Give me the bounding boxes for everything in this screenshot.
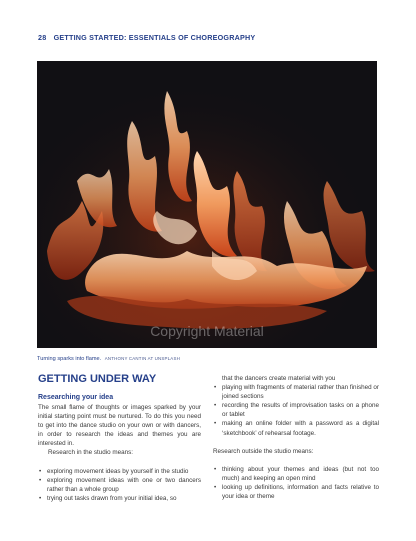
running-head-title: GETTING STARTED: ESSENTIALS OF CHOREOGRAPHY <box>53 33 256 42</box>
list-item: • exploring movement ideas with one or two dancers rather than a whole group <box>38 476 201 494</box>
photo-caption <box>37 356 180 362</box>
caption-credit: ANTHONY CANTIN AT UNSPLASH <box>104 356 180 361</box>
running-head <box>38 33 255 42</box>
body-paragraph: The small flame of thoughts or images sparked by your initial starting point must be nurtured. To do this you need to get into the dance studio on your own or with dancers, in order to research the ideas and themes you are interested in. <box>38 404 201 448</box>
flame-photo <box>37 61 377 348</box>
list-intro: Research in the studio means: <box>48 449 134 457</box>
list-continuation: that the dancers create material with you <box>222 375 336 382</box>
list-item: • exploring movement ideas by yourself in the studio <box>38 467 201 476</box>
studio-research-list-continued <box>213 383 379 438</box>
caption-text: Turning sparks into flame. <box>37 356 102 362</box>
list-item: • making an online folder with a password as a digital ‘sketchbook’ of rehearsal footage. <box>213 419 379 437</box>
right-column <box>213 374 379 501</box>
page-number: 28 <box>38 33 47 42</box>
studio-research-list <box>38 467 201 503</box>
watermark: Copyright Material <box>150 323 264 339</box>
flame-illustration <box>37 61 377 348</box>
outside-research-list <box>213 465 379 501</box>
left-column <box>38 393 201 503</box>
section-heading: GETTING UNDER WAY <box>38 373 157 385</box>
list-item: • thinking about your themes and ideas (but not too much) and keeping an open mind <box>213 465 379 483</box>
list-item: • looking up definitions, information and facts relative to your idea or theme <box>213 483 379 501</box>
list-item: • playing with fragments of material rather than finished or joined sections <box>213 383 379 401</box>
list-item: • trying out tasks drawn from your initial idea, so <box>38 494 201 503</box>
list-intro: Research outside the studio means: <box>213 447 314 455</box>
subheading: Researching your idea <box>38 394 114 401</box>
list-item: • recording the results of improvisation tasks on a phone or tablet <box>213 401 379 419</box>
